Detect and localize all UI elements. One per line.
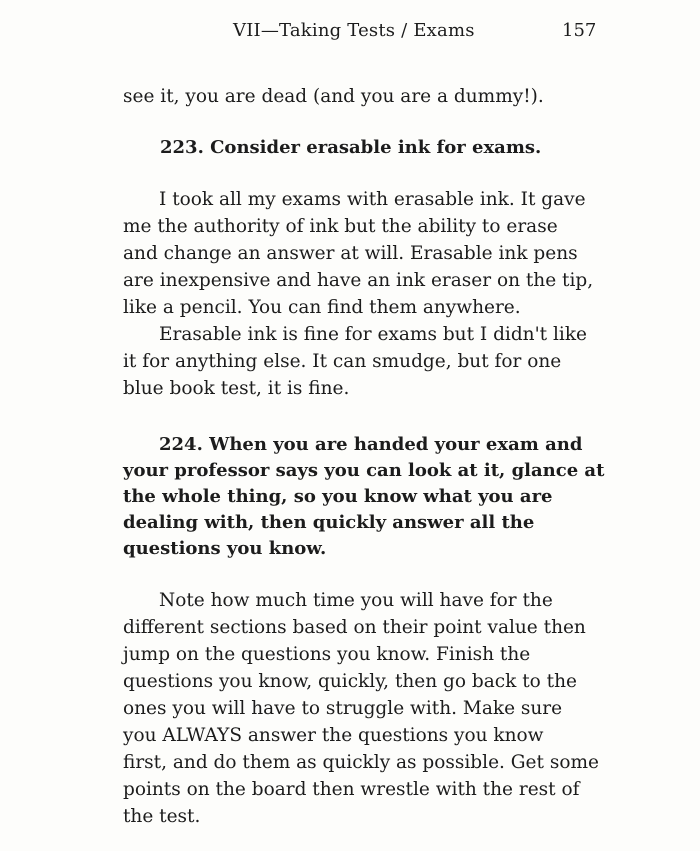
tip-223-paragraph-2 [123,321,587,402]
text-line: and change an answer at will. Erasable ink pens [123,243,578,264]
text-line: blue book test, it is fine. [123,378,350,399]
heading-line: dealing with, then quickly answer all the [123,512,535,533]
running-head: VII—Taking Tests / Exams [233,20,475,41]
text-line: first, and do them as quickly as possible. Get some [123,752,599,773]
heading-line: 224. When you are handed your exam and [159,434,583,455]
tip-223-paragraph-1 [123,186,593,321]
heading-line: your professor says you can look at it, glance at [123,460,605,481]
heading-line: questions you know. [123,538,327,559]
text-line: you ALWAYS answer the questions you know [123,725,544,746]
text-line: like a pencil. You can find them anywhere. [123,297,521,318]
text-line: jump on the questions you know. Finish the [123,644,531,665]
tip-223-heading: 223. Consider erasable ink for exams. [160,137,542,158]
page-number: 157 [562,20,597,41]
text-line: it for anything else. It can smudge, but for one [123,351,562,372]
text-line: points on the board then wrestle with the rest of [123,779,580,800]
heading-line: the whole thing, so you know what you are [123,486,553,507]
tip-224-paragraph-1 [123,587,599,830]
text-line: questions you know, quickly, then go back to the [123,671,577,692]
text-line: Note how much time you will have for the [159,590,553,611]
text-line: different sections based on their point value then [123,617,586,638]
text-line: me the authority of ink but the ability to erase [123,216,558,237]
text-line: I took all my exams with erasable ink. It gave [159,189,586,210]
text-line: Erasable ink is fine for exams but I didn't like [159,324,587,345]
tip-224-heading [123,432,604,562]
continuation-line: see it, you are dead (and you are a dummy!). [123,86,544,107]
text-line: the test. [123,806,201,827]
text-line: are inexpensive and have an ink eraser on the tip, [123,270,594,291]
text-line: ones you will have to struggle with. Make sure [123,698,563,719]
